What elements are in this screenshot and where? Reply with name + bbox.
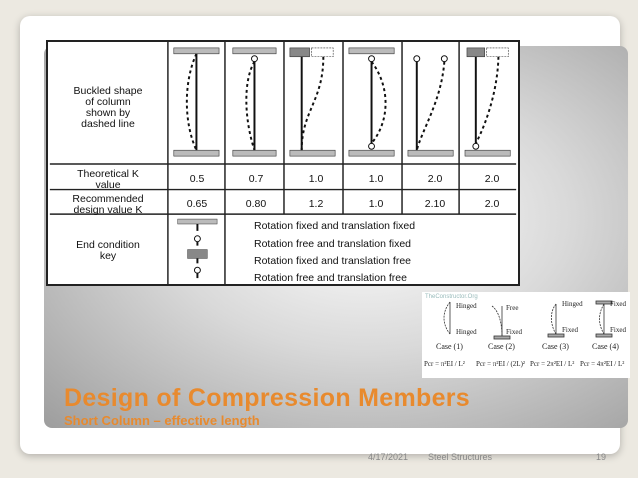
row-label-buckled: [52, 86, 164, 130]
label-line: design value K: [73, 204, 143, 216]
slide: [20, 16, 626, 462]
effective-length-table: [46, 40, 520, 286]
row-label-recommended: [52, 194, 164, 216]
recommended-k-4: 1.0: [368, 198, 384, 210]
row-label-theoretical: [52, 169, 164, 191]
theoretical-k-3: 1.0: [308, 173, 324, 185]
case1-bottom: Hinged: [456, 328, 477, 336]
buckled-shape-6: [465, 48, 510, 156]
label-line: key: [99, 250, 117, 262]
case-label-3: Case (3): [542, 342, 569, 351]
formula-4: Pcr = 4π²EI / L²: [580, 360, 625, 368]
key-item-4: Rotation free and translation free: [254, 272, 407, 284]
recommended-k-3: 1.2: [308, 198, 324, 210]
label-line: End condition: [76, 239, 140, 251]
formula-1: Pcr = π²EI / L²: [424, 360, 465, 368]
formula-3: Pcr = 2π²EI / L²: [530, 360, 575, 368]
recommended-k-5: 2.10: [424, 198, 446, 210]
label-line: Recommended: [72, 193, 144, 205]
case1-top: Hinged: [456, 302, 477, 310]
case4-bottom: Fixed: [610, 326, 626, 334]
label-line: dashed line: [81, 118, 135, 130]
row-label-end-condition: [52, 240, 164, 262]
theoretical-k-4: 1.0: [368, 173, 384, 185]
key-item-3: Rotation fixed and translation free: [254, 255, 412, 267]
case-label-1: Case (1): [436, 342, 463, 351]
label-line: value: [95, 179, 121, 191]
theoretical-k-1: 0.5: [189, 173, 205, 185]
buckled-shape-2: [233, 48, 276, 156]
case3-top: Hinged: [562, 300, 583, 308]
buckled-shape-4: [349, 48, 394, 156]
slide-subtitle: Short Column – effective length: [64, 413, 260, 428]
case2-bottom: Fixed: [506, 328, 522, 336]
recommended-k-6: 2.0: [484, 198, 500, 210]
case2-top: Free: [506, 304, 519, 312]
label-line: Theoretical K: [77, 168, 139, 180]
footer-page-number: 19: [596, 452, 607, 462]
case-label-4: Case (4): [592, 342, 619, 351]
key-item-2: Rotation free and translation fixed: [254, 238, 412, 250]
label-line: of column: [85, 96, 131, 108]
buckled-shape-1: [174, 48, 219, 156]
theoretical-k-5: 2.0: [427, 173, 443, 185]
theoretical-k-6: 2.0: [484, 173, 500, 185]
recommended-k-2: 0.80: [245, 198, 267, 210]
buckled-shape-3: [290, 48, 335, 156]
recommended-k-1: 0.65: [186, 198, 208, 210]
case3-bottom: Fixed: [562, 326, 578, 334]
label-line: Buckled shape: [73, 85, 143, 97]
case-label-2: Case (2): [488, 342, 515, 351]
case4-top: Fixed: [610, 300, 626, 308]
key-item-1: Rotation fixed and translation fixed: [254, 220, 416, 232]
footer-course: Steel Structures: [428, 452, 493, 462]
label-line: shown by: [85, 107, 131, 119]
end-condition-icons: [178, 219, 217, 278]
watermark: TheConstructor.Org: [425, 294, 478, 300]
footer-date: 4/17/2021: [368, 452, 409, 462]
euler-cases-figure: [422, 292, 630, 378]
buckled-shape-5: [408, 56, 453, 156]
theoretical-k-2: 0.7: [248, 173, 264, 185]
formula-2: Pcr = π²EI / (2L)²: [476, 360, 525, 368]
slide-title: Design of Compression Members: [64, 384, 471, 412]
